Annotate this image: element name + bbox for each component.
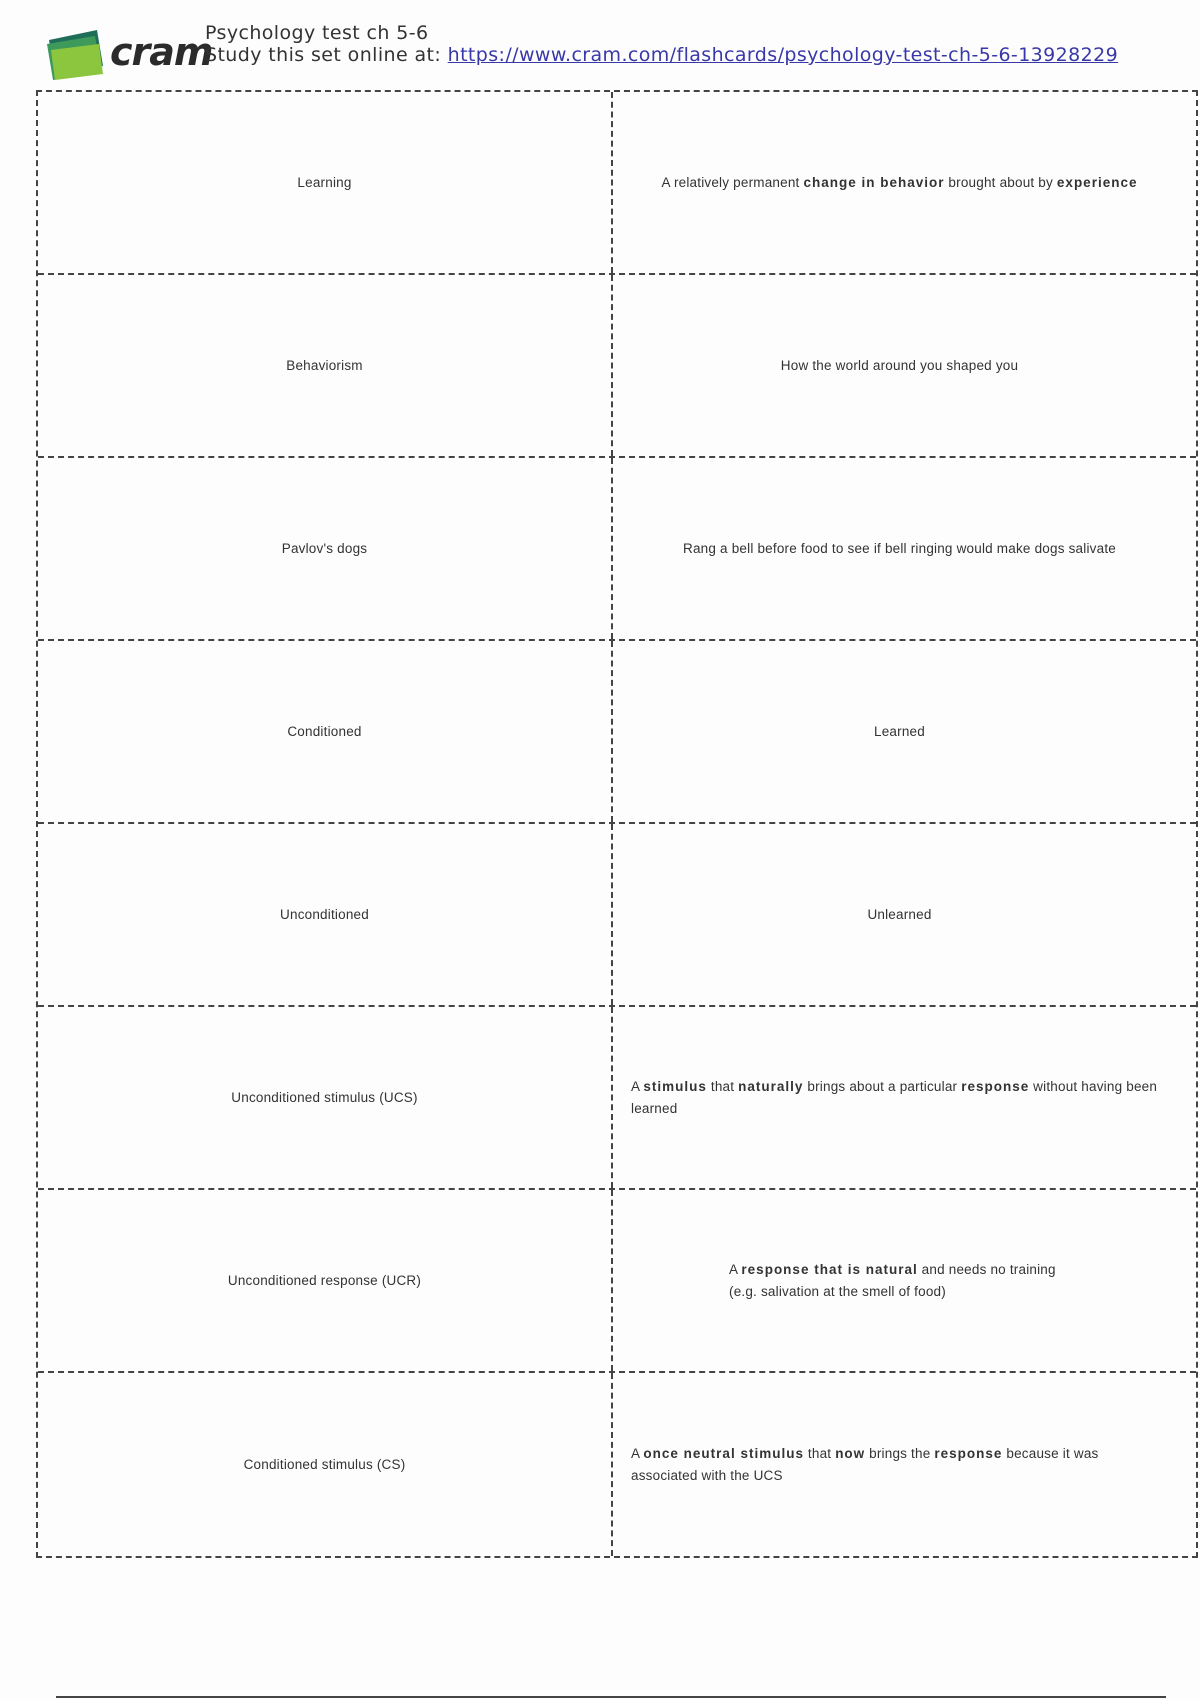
card-term: Conditioned stimulus (CS) <box>38 1373 613 1556</box>
cram-logo-text: cram <box>110 30 213 74</box>
definition-segment: Learned <box>874 723 925 739</box>
definition-segment: A <box>729 1261 742 1277</box>
card-definition-text <box>867 904 931 926</box>
card-definition-text <box>874 721 925 743</box>
page-title: Psychology test ch 5-6 <box>205 22 429 44</box>
definition-segment: Unlearned <box>867 906 932 922</box>
card-row <box>38 641 1196 824</box>
definition-segment: brings about a particular <box>803 1078 962 1094</box>
definition-segment: (e.g. salivation at the smell of food) <box>729 1283 946 1299</box>
definition-emphasis: once neutral stimulus <box>643 1445 804 1461</box>
card-definition-text <box>631 1076 1168 1120</box>
card-term: Unconditioned stimulus (UCS) <box>38 1007 613 1188</box>
card-term: Behaviorism <box>38 275 613 456</box>
card-definition <box>613 1190 1196 1371</box>
card-definition <box>613 92 1196 273</box>
card-row <box>38 824 1196 1007</box>
card-definition-text <box>729 1259 1056 1303</box>
card-row <box>38 1373 1196 1556</box>
definition-emphasis: stimulus <box>643 1078 707 1094</box>
cram-logo <box>45 26 213 86</box>
definition-segment: A <box>631 1078 644 1094</box>
card-term: Unconditioned <box>38 824 613 1005</box>
definition-emphasis: response <box>961 1078 1030 1094</box>
definition-segment: Rang a bell before food to see if bell ringing would make dogs salivate <box>683 540 1116 556</box>
study-line <box>205 44 1165 66</box>
card-term: Pavlov's dogs <box>38 458 613 639</box>
card-definition <box>613 275 1196 456</box>
study-prefix: Study this set online at: <box>205 44 442 66</box>
definition-segment: A relatively permanent <box>661 174 804 190</box>
card-definition-text <box>631 1443 1168 1487</box>
card-definition <box>613 824 1196 1005</box>
study-url-link[interactable]: https://www.cram.com/flashcards/psychology-test-ch-5-6-13928229 <box>447 44 1119 66</box>
definition-segment: brings the <box>865 1445 935 1461</box>
card-definition-text <box>683 538 1116 560</box>
card-row <box>38 275 1196 458</box>
flashcard-table <box>36 90 1198 1558</box>
definition-segment: that <box>803 1445 836 1461</box>
definition-segment: and needs no training <box>917 1261 1056 1277</box>
page-header <box>45 22 1165 92</box>
card-definition <box>613 458 1196 639</box>
definition-emphasis: response that is natural <box>741 1261 918 1277</box>
definition-emphasis: naturally <box>738 1078 804 1094</box>
title-block <box>205 22 1165 66</box>
card-row <box>38 1007 1196 1190</box>
definition-emphasis: now <box>835 1445 866 1461</box>
definition-emphasis: change in behavior <box>803 174 945 190</box>
definition-segment: that <box>706 1078 739 1094</box>
definition-emphasis: response <box>934 1445 1003 1461</box>
card-definition <box>613 1007 1196 1188</box>
card-definition-text <box>781 355 1018 377</box>
card-definition-text <box>662 172 1138 194</box>
card-term: Learning <box>38 92 613 273</box>
cram-logo-icon <box>45 28 107 82</box>
card-term: Conditioned <box>38 641 613 822</box>
card-definition <box>613 641 1196 822</box>
footer-divider <box>56 1696 1166 1698</box>
definition-emphasis: experience <box>1056 174 1138 190</box>
definition-segment: A <box>631 1445 644 1461</box>
card-term: Unconditioned response (UCR) <box>38 1190 613 1371</box>
definition-segment: without having been learned <box>631 1078 1158 1116</box>
card-row <box>38 92 1196 275</box>
definition-segment: brought about by <box>944 174 1057 190</box>
definition-segment: because it was associated with the UCS <box>631 1445 1099 1483</box>
card-row <box>38 458 1196 641</box>
definition-segment: How the world around you shaped you <box>780 357 1019 373</box>
card-definition <box>613 1373 1196 1556</box>
card-row <box>38 1190 1196 1373</box>
